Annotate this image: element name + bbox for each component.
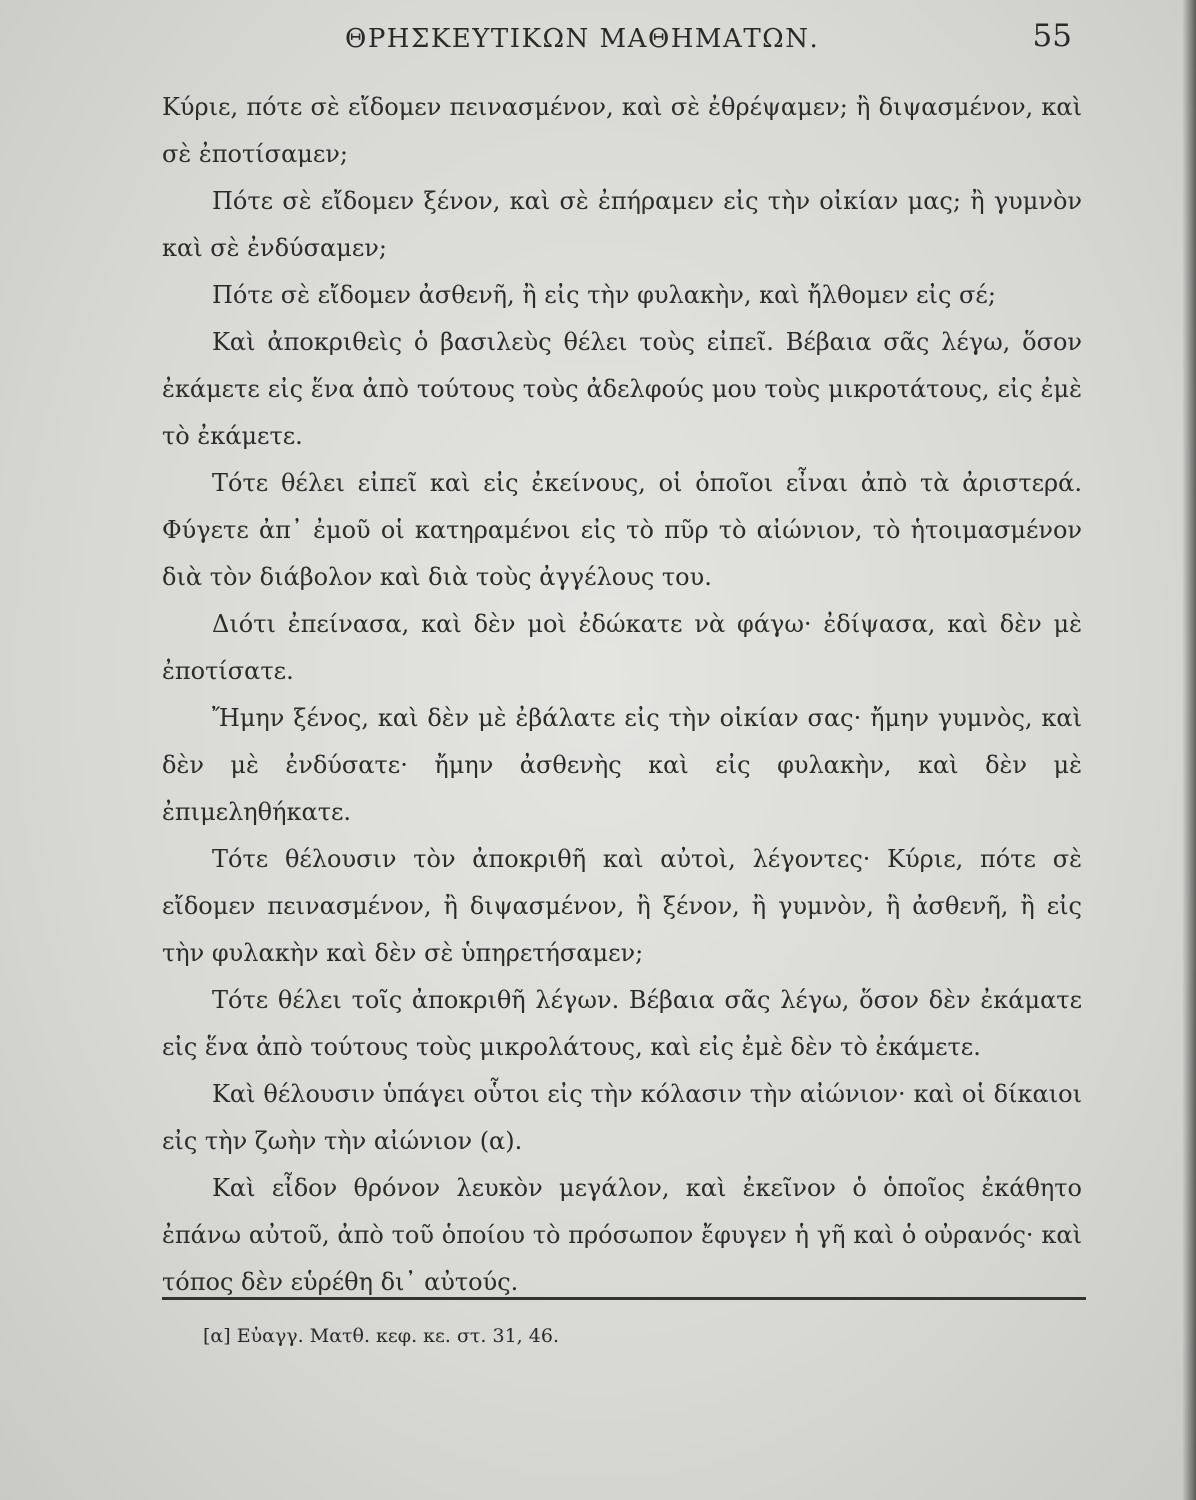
paragraph-4: Καὶ ἀποκριθεὶς ὁ βασιλεὺς θέλει τοὺς εἰπεῖ. Βέβαια σᾶς λέγω, ὅσον ἐκάμετε εἰς ἕνα ἀπὸ τούτους τοὺς ἀδελφούς μου τοὺς μικροτάτους, εἰς ἐμὲ τὸ ἐκάμετε.: [162, 328, 1082, 450]
paragraph-5: Τότε θέλει εἰπεῖ καὶ εἰς ἐκείνους, οἱ ὁποῖοι εἶναι ἀπὸ τὰ ἀριστερά. Φύγετε ἀπ᾽ ἐμοῦ οἱ κατηραμένοι εἰς τὸ πῦρ τὸ αἰώνιον, τὸ ἡτοιμασμένον διὰ τὸν διάβολον καὶ διὰ τοὺς ἀγγέλους του.: [162, 469, 1082, 591]
paragraph-8: Τότε θέλουσιν τὸν ἀποκριθῆ καὶ αὐτοὶ, λέγοντες· Κύριε, πότε σὲ εἴδομεν πεινασμένον, ἢ διψασμένον, ἢ ξένον, ἢ γυμνὸν, ἢ ἀσθενῆ, ἢ εἰς τὴν φυλακὴν καὶ δὲν σὲ ὑπηρετήσαμεν;: [162, 845, 1082, 967]
paragraph-3: Πότε σὲ εἴδομεν ἀσθενῆ, ἢ εἰς τὴν φυλακὴν, καὶ ἤλθομεν εἰς σέ;: [212, 281, 996, 309]
paragraph-2: Πότε σὲ εἴδομεν ξένον, καὶ σὲ ἐπήραμεν εἰς τὴν οἰκίαν μας; ἢ γυμνὸν καὶ σὲ ἐνδύσαμεν;: [162, 187, 1082, 262]
paragraph-11: Καὶ εἶδον θρόνον λευκὸν μεγάλον, καὶ ἐκεῖνον ὁ ὁποῖος ἐκάθητο ἐπάνω αὐτοῦ, ἀπὸ τοῦ ὁποίου τὸ πρόσωπον ἔφυγεν ἡ γῆ καὶ ὁ οὐρανός· καὶ τόπος δὲν εὑρέθη δι᾽ αὐτούς.: [162, 1174, 1082, 1296]
paragraph-7: Ἤμην ξένος, καὶ δὲν μὲ ἐβάλατε εἰς τὴν οἰκίαν σας· ἤμην γυμνὸς, καὶ δὲν μὲ ἐνδύσατε· ἤμην ἀσθενὴς καὶ εἰς φυλακὴν, καὶ δὲν μὲ ἐπιμεληθήκατε.: [162, 704, 1082, 826]
running-title: ΘΡΗΣΚΕΥΤΙΚΩΝ ΜΑΘΗΜΑΤΩΝ.: [345, 24, 820, 54]
footnote-rule: [162, 1297, 1086, 1300]
footnote: [α] Εὐαγγ. Ματθ. κεφ. κε. στ. 31, 46.: [203, 1325, 559, 1347]
body-text: [162, 84, 1082, 1306]
paragraph-1: Κύριε, πότε σὲ εἴδομεν πεινασμένον, καὶ σὲ ἐθρέψαμεν; ἢ διψασμένον, καὶ σὲ ἐποτίσαμεν;: [162, 93, 1082, 168]
paragraph-6: Διότι ἐπείνασα, καὶ δὲν μοὶ ἐδώκατε νὰ φάγω· ἐδίψασα, καὶ δὲν μὲ ἐποτίσατε.: [162, 610, 1082, 685]
page-number: 55: [1032, 18, 1072, 54]
paragraph-9: Τότε θέλει τοῖς ἀποκριθῆ λέγων. Βέβαια σᾶς λέγω, ὅσον δὲν ἐκάματε εἰς ἕνα ἀπὸ τούτους τοὺς μικρολάτους, καὶ εἰς ἐμὲ δὲν τὸ ἐκάμετε.: [162, 986, 1082, 1061]
paragraph-10: Καὶ θέλουσιν ὑπάγει οὗτοι εἰς τὴν κόλασιν τὴν αἰώνιον· καὶ οἱ δίκαιοι εἰς τὴν ζωὴν τὴν αἰώνιον (α).: [162, 1080, 1082, 1155]
page-header: [345, 18, 1080, 64]
